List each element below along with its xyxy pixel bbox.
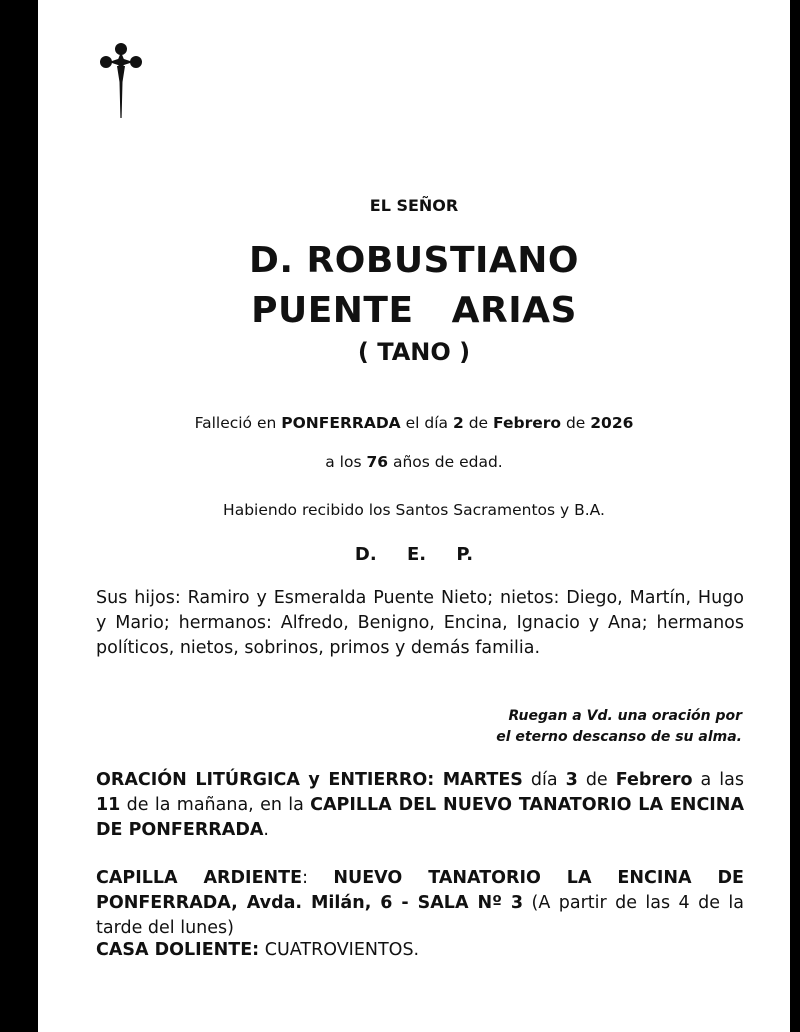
deceased-name-line-2: PUENTE ARIAS bbox=[251, 290, 577, 331]
chapel-paragraph: CAPILLA ARDIENTE: NUEVO TANATORIO LA ENCINA DE PONFERRADA, Avda. Milán, 6 - SALA Nº 3 (A partir de las 4 de la tarde del lunes) bbox=[96, 868, 744, 938]
obituary-page bbox=[38, 0, 790, 1032]
prayer-line-1: Ruegan a Vd. una oración por bbox=[508, 708, 742, 724]
family-paragraph: Sus hijos: Ramiro y Esmeralda Puente Nieto; nietos: Diego, Martín, Hugo y Mario; hermanos: Alfredo, Benigno, Encina, Ignacio y Ana; hermanos políticos, nietos, sobrinos, primos y demás familia. bbox=[96, 588, 744, 658]
dep-line: D. E. P. bbox=[354, 544, 474, 565]
mourning-house-line: CASA DOLIENTE: CUATROVIENTOS. bbox=[96, 940, 420, 960]
cross-icon bbox=[98, 42, 144, 120]
prayer-line-2: el eterno descanso de su alma. bbox=[496, 729, 742, 745]
nickname: ( TANO ) bbox=[357, 338, 471, 366]
sacraments-line: Habiendo recibido los Santos Sacramentos y B.A. bbox=[223, 501, 605, 519]
death-line: Falleció en PONFERRADA el día 2 de Febrero de 2026 bbox=[194, 414, 634, 432]
age-line: a los 76 años de edad. bbox=[325, 453, 503, 471]
heading: EL SEÑOR bbox=[369, 196, 459, 215]
deceased-name-line-1: D. ROBUSTIANO bbox=[248, 240, 580, 281]
prayer-request bbox=[496, 706, 742, 748]
funeral-paragraph: ORACIÓN LITÚRGICA y ENTIERRO: MARTES día 3 de Febrero a las 11 de la mañana, en la CAPILLA DEL NUEVO TANATORIO LA ENCINA DE PONFERRADA. bbox=[96, 770, 744, 840]
